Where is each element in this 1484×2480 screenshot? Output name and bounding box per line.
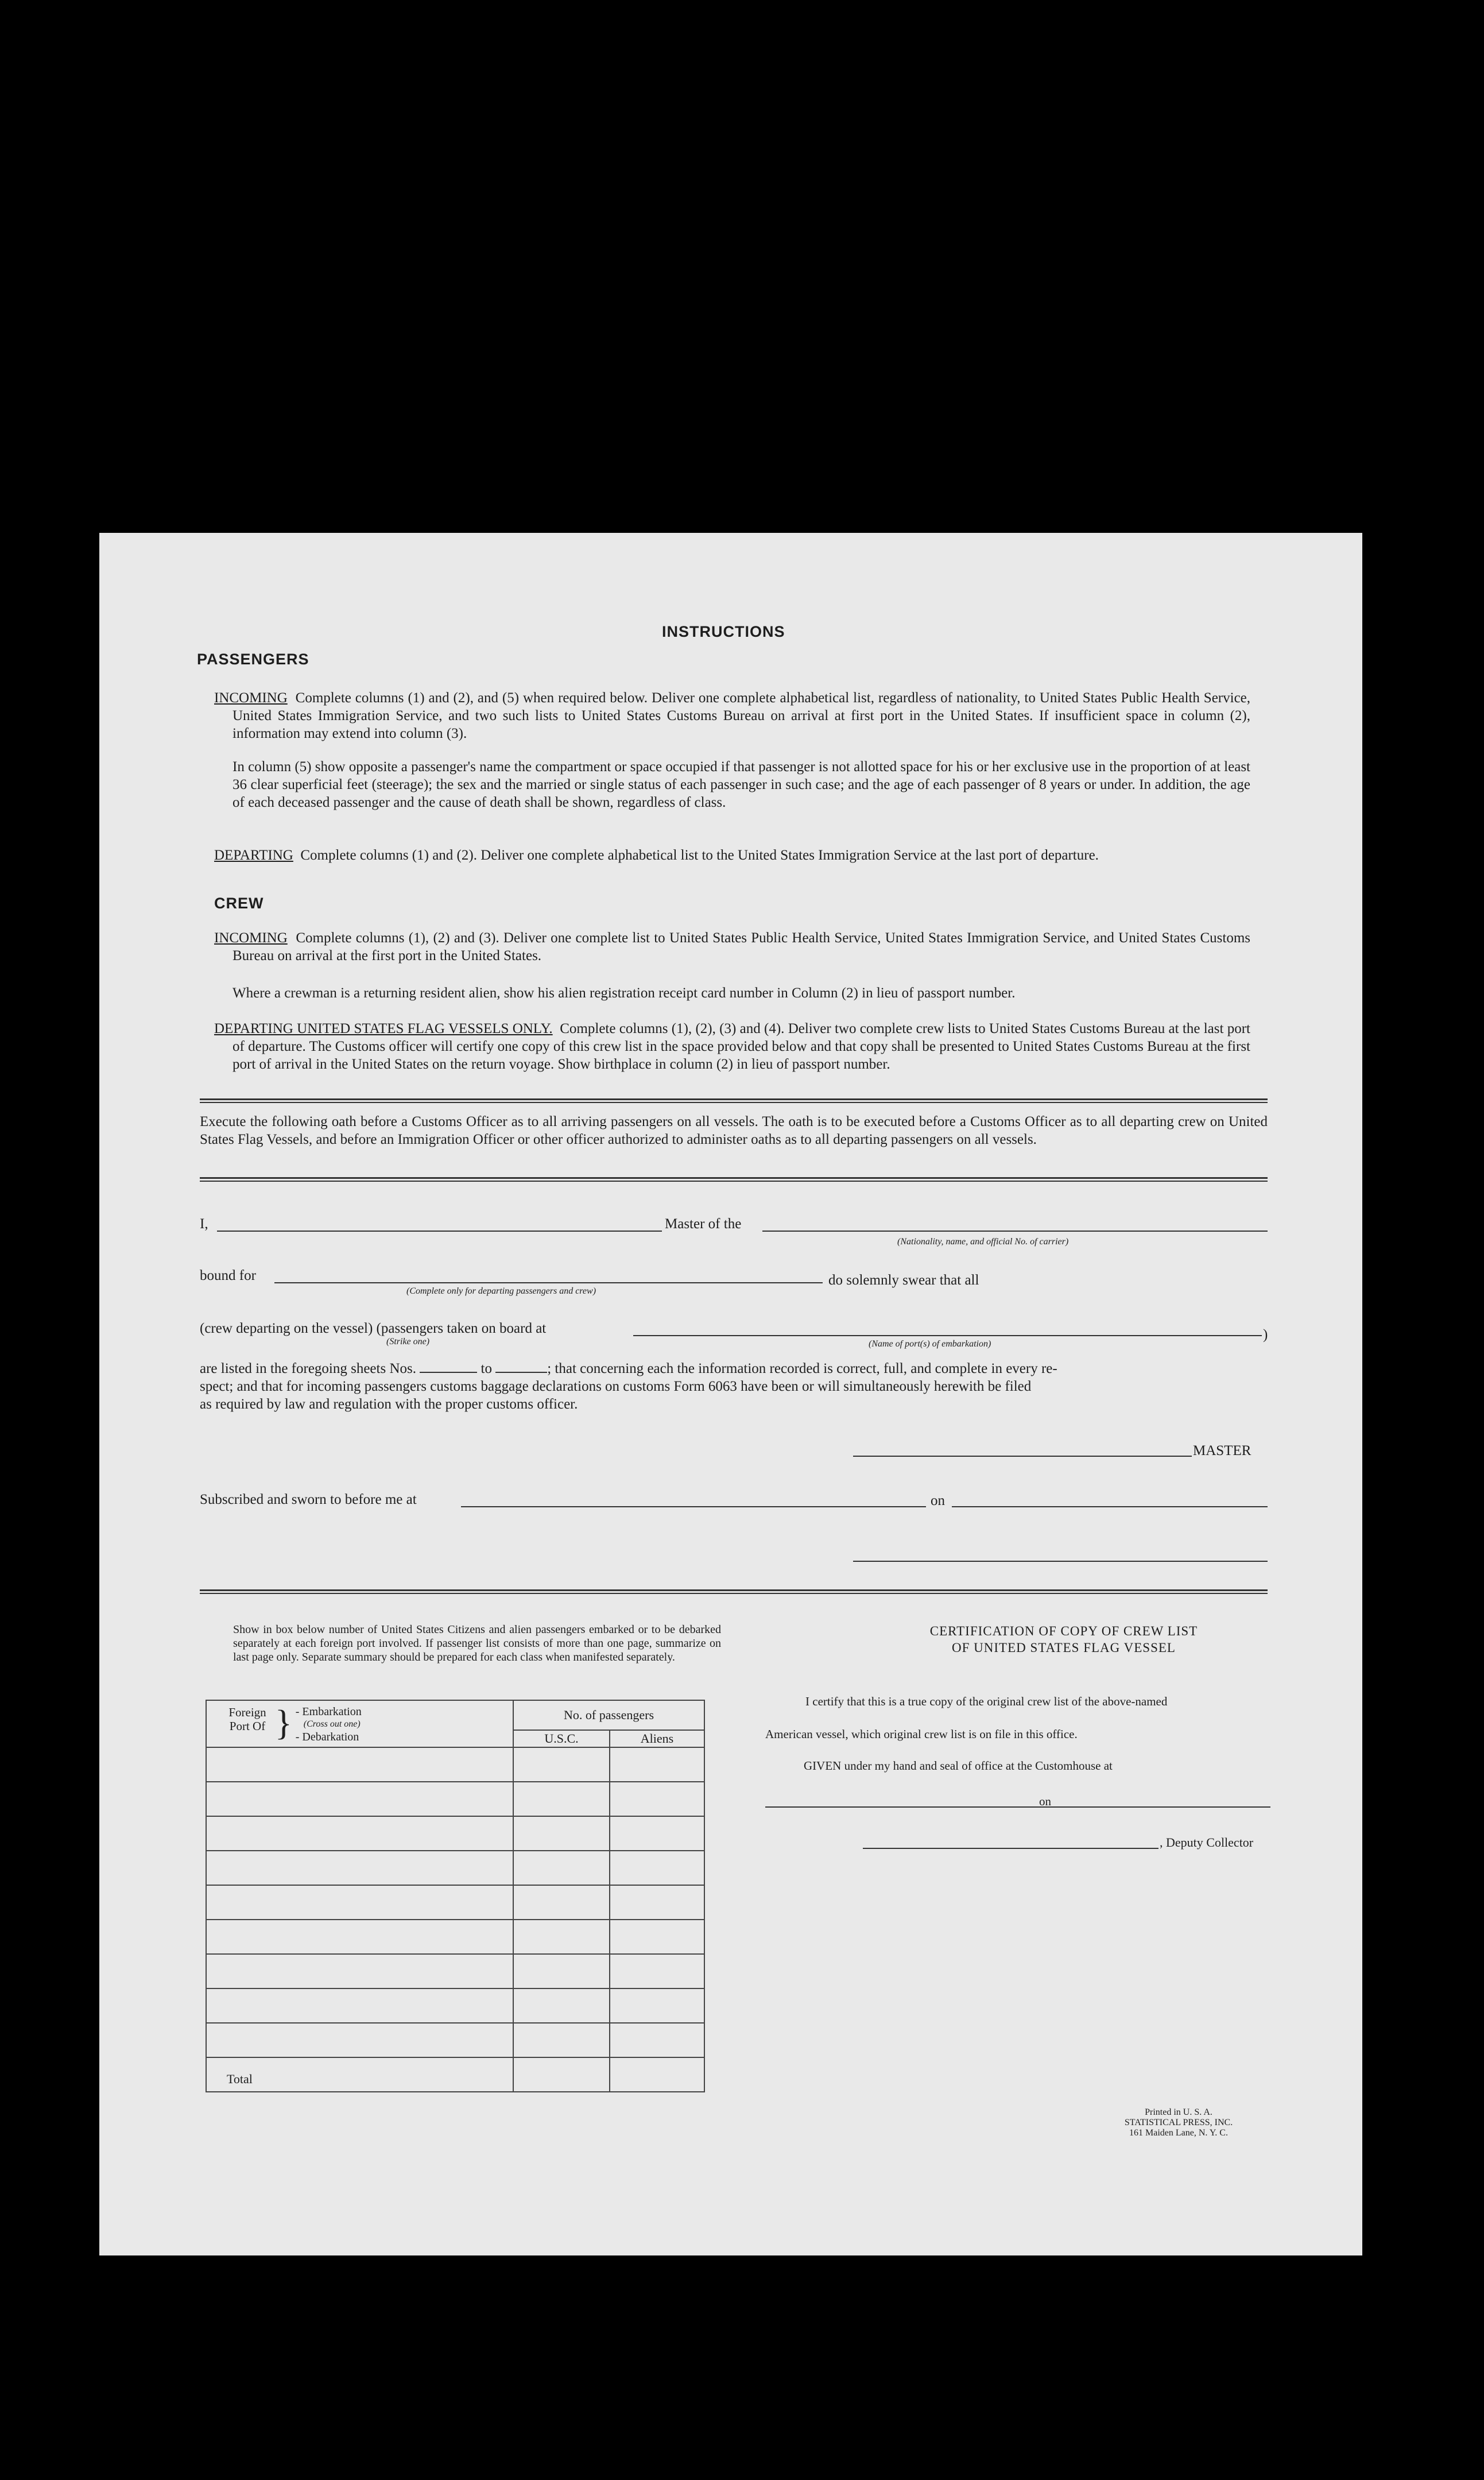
subscribed-on-label: on bbox=[931, 1493, 945, 1508]
table-row bbox=[206, 1816, 704, 1851]
statement-rest: ; that concerning each the information recorded is correct, full, and complete in every re- bbox=[547, 1361, 1057, 1376]
certify-line-1: I certify that this is a true copy of the original crew list of the above-named bbox=[805, 1694, 1168, 1708]
statement-line-1 bbox=[200, 1360, 1268, 1378]
sheet-to-field[interactable] bbox=[495, 1360, 547, 1373]
divider-oath bbox=[200, 1177, 1268, 1182]
oath-statement bbox=[200, 1360, 1268, 1413]
customhouse-date-field[interactable] bbox=[1055, 1806, 1270, 1808]
divider-top bbox=[200, 1098, 1268, 1103]
usc-cell[interactable] bbox=[513, 1988, 610, 2023]
statement-line-3: as required by law and regulation with the proper customs officer. bbox=[200, 1396, 578, 1412]
crew-departing-text: Complete columns (1), (2), (3) and (4). Deliver two complete crew lists to United States Customs Bureau at the last port of departure. The Customs officer will certify one copy of this crew list in the space provided below and that copy shall be presented to United States Customs Bureau at the first port of arrival in the United States on the return voyage. Show birthplace in column (2) in lieu of passport number. bbox=[233, 1021, 1250, 1072]
usc-cell[interactable] bbox=[513, 1747, 610, 1782]
strike-caption: (Strike one) bbox=[386, 1337, 430, 1347]
aliens-cell[interactable] bbox=[610, 1954, 704, 1988]
master-signature-field[interactable] bbox=[853, 1456, 1192, 1457]
given-text: GIVEN under my hand and seal of office at the Customhouse at bbox=[804, 1759, 1113, 1773]
crew-departing-label: DEPARTING UNITED STATES FLAG VESSELS ONLY. bbox=[214, 1021, 553, 1036]
divider-bottom bbox=[200, 1589, 1268, 1594]
carrier-field[interactable] bbox=[762, 1231, 1268, 1232]
certification-on-label: on bbox=[1039, 1794, 1051, 1808]
passengers-incoming-text: Complete columns (1) and (2), and (5) when required below. Deliver one complete alphabetical list, regardless of nationality, to United States Public Health Service, United States Immigration Service, and two such lists to United States Customs Bureau on arrival at first port in the United States. If insufficient space in column (2), information may extend into column (3). bbox=[233, 690, 1251, 741]
passenger-summary-table bbox=[206, 1700, 705, 2092]
summary-intro: Show in box below number of United States Citizens and alien passengers embarked or to be debarked separately at each foreign port involved. If passenger list consists of more than one page, summarize on last page only. Separate summary should be prepared for each class when manifested separately. bbox=[233, 1623, 721, 1663]
no-passengers-header: No. of passengers bbox=[513, 1700, 704, 1730]
oath-bound-for: bound for bbox=[200, 1268, 256, 1283]
subscribed-text: Subscribed and sworn to before me at bbox=[200, 1492, 417, 1507]
aliens-cell[interactable] bbox=[610, 1920, 704, 1954]
cross-out-note: (Cross out one) bbox=[303, 1719, 361, 1729]
port-cell[interactable] bbox=[206, 1885, 513, 1920]
usc-cell[interactable] bbox=[513, 2023, 610, 2057]
subscribed-place-field[interactable] bbox=[461, 1506, 926, 1507]
total-aliens-cell[interactable] bbox=[610, 2057, 704, 2092]
usc-cell[interactable] bbox=[513, 1816, 610, 1851]
passengers-departing-text: Complete columns (1) and (2). Deliver one complete alphabetical list to the United States Immigration Service at the last port of departure. bbox=[300, 848, 1099, 863]
foreign-port-label: Foreign Port Of bbox=[228, 1705, 266, 1733]
master-label: MASTER bbox=[1193, 1443, 1251, 1458]
aliens-cell[interactable] bbox=[610, 2023, 704, 2057]
usc-cell[interactable] bbox=[513, 1885, 610, 1920]
crew-incoming-label: INCOMING bbox=[214, 930, 288, 946]
embarkation-port-field[interactable] bbox=[633, 1335, 1262, 1336]
table-row bbox=[206, 1954, 704, 1988]
port-cell[interactable] bbox=[206, 1851, 513, 1885]
passengers-incoming-label: INCOMING bbox=[214, 690, 288, 706]
crew-heading: CREW bbox=[214, 895, 264, 912]
to-text: to bbox=[481, 1361, 492, 1376]
usc-cell[interactable] bbox=[513, 1954, 610, 1988]
oath-master-of-the: Master of the bbox=[665, 1216, 742, 1232]
oath-i-label: I, bbox=[200, 1216, 208, 1232]
aliens-cell[interactable] bbox=[610, 1885, 704, 1920]
port-caption: (Name of port(s) of embarkation) bbox=[869, 1339, 991, 1349]
certification-title-line-2: OF UNITED STATES FLAG VESSEL bbox=[952, 1641, 1176, 1655]
statement-line-2: spect; and that for incoming passengers customs baggage declarations on customs Form 6063 have been or will simultaneously herewith be filed bbox=[200, 1379, 1032, 1394]
sheet-from-field[interactable] bbox=[420, 1360, 477, 1373]
passengers-heading: PASSENGERS bbox=[197, 651, 309, 668]
are-listed-text: are listed in the foregoing sheets Nos. bbox=[200, 1361, 416, 1376]
aliens-cell[interactable] bbox=[610, 1782, 704, 1816]
port-cell[interactable] bbox=[206, 1988, 513, 2023]
passengers-departing-paragraph bbox=[214, 846, 1250, 864]
total-row bbox=[206, 2057, 704, 2092]
crew-incoming-paragraph bbox=[214, 929, 1250, 965]
subscribed-date-field[interactable] bbox=[952, 1506, 1268, 1507]
passengers-column5-paragraph: In column (5) show opposite a passenger's name the compartment or space occupied if that passenger is not allotted space for his or her exclusive use in the proportion of at least 36 clear superficial feet (steerage); the sex and the married or single status of each passenger in such case; and the age of each passenger of 8 years or under. In addition, the age of each deceased passenger and the cause of death shall be shown, regardless of class. bbox=[233, 759, 1250, 810]
port-cell[interactable] bbox=[206, 1816, 513, 1851]
form-page bbox=[99, 533, 1362, 2255]
table-row bbox=[206, 1920, 704, 1954]
port-cell[interactable] bbox=[206, 2023, 513, 2057]
printer-line-2: STATISTICAL PRESS, INC. bbox=[1124, 2118, 1233, 2127]
certification-title-line-1: CERTIFICATION OF COPY OF CREW LIST bbox=[929, 1624, 1198, 1638]
crew-departing-paragraph bbox=[214, 1020, 1250, 1073]
port-cell[interactable] bbox=[206, 1782, 513, 1816]
crew-resident-paragraph: Where a crewman is a returning resident alien, show his alien registration receipt card number in Column (2) in lieu of passport number. bbox=[233, 985, 1016, 1001]
usc-cell[interactable] bbox=[513, 1920, 610, 1954]
oath-swear-text: do solemnly swear that all bbox=[828, 1272, 979, 1288]
instructions-title: INSTRUCTIONS bbox=[662, 623, 785, 640]
printer-imprint bbox=[1087, 2107, 1270, 2138]
aliens-header: Aliens bbox=[610, 1730, 704, 1747]
debarkation-option[interactable]: - Debarkation bbox=[295, 1731, 359, 1743]
port-cell[interactable] bbox=[206, 1954, 513, 1988]
table-row bbox=[206, 1885, 704, 1920]
embarkation-option[interactable]: - Embarkation bbox=[295, 1705, 362, 1718]
printer-line-1: Printed in U. S. A. bbox=[1145, 2107, 1212, 2117]
certification-title bbox=[857, 1623, 1270, 1656]
oath-crew-vessel-text: (crew departing on the vessel) (passengers taken on board at bbox=[200, 1321, 547, 1336]
passengers-incoming-paragraph bbox=[214, 689, 1250, 742]
passengers-departing-label: DEPARTING bbox=[214, 848, 293, 863]
aliens-cell[interactable] bbox=[610, 1988, 704, 2023]
bound-caption: (Complete only for departing passengers and crew) bbox=[406, 1286, 596, 1296]
usc-cell[interactable] bbox=[513, 1782, 610, 1816]
total-usc-cell[interactable] bbox=[513, 2057, 610, 2092]
officer-signature-field[interactable] bbox=[853, 1561, 1268, 1562]
certify-line-2: American vessel, which original crew list is on file in this office. bbox=[765, 1727, 1078, 1741]
crew-incoming-text: Complete columns (1), (2) and (3). Deliver one complete list to United States Public Health Service, United States Immigration Service, and United States Customs Bureau on arrival at the first port in the United States. bbox=[233, 930, 1251, 964]
table-row bbox=[206, 1782, 704, 1816]
carrier-caption: (Nationality, name, and official No. of carrier) bbox=[897, 1237, 1069, 1247]
port-cell[interactable] bbox=[206, 1920, 513, 1954]
table-row bbox=[206, 2023, 704, 2057]
deputy-collector-label: , Deputy Collector bbox=[1160, 1835, 1254, 1850]
usc-header: U.S.C. bbox=[513, 1730, 610, 1747]
bound-for-field[interactable] bbox=[274, 1282, 823, 1283]
oath-intro: Execute the following oath before a Customs Officer as to all arriving passengers on all vessels. The oath is to be executed before a Customs Officer as to all departing crew on United States Flag Vessels, and before an Immigration Officer or other officer authorized to administer oaths as to all departing passengers on all vessels. bbox=[200, 1114, 1268, 1147]
deputy-signature-field[interactable] bbox=[863, 1848, 1158, 1849]
foreign-port-header bbox=[206, 1700, 513, 1747]
master-name-field[interactable] bbox=[217, 1231, 662, 1232]
usc-cell[interactable] bbox=[513, 1851, 610, 1885]
table-row bbox=[206, 1851, 704, 1885]
aliens-cell[interactable] bbox=[610, 1851, 704, 1885]
port-cell[interactable] bbox=[206, 1747, 513, 1782]
table-row bbox=[206, 1747, 704, 1782]
oath-close-paren: ) bbox=[1263, 1327, 1268, 1342]
aliens-cell[interactable] bbox=[610, 1816, 704, 1851]
table-row bbox=[206, 1988, 704, 2023]
brace-glyph: } bbox=[275, 1704, 292, 1743]
total-label: Total bbox=[206, 2057, 513, 2092]
printer-line-3: 161 Maiden Lane, N. Y. C. bbox=[1129, 2128, 1228, 2138]
aliens-cell[interactable] bbox=[610, 1747, 704, 1782]
